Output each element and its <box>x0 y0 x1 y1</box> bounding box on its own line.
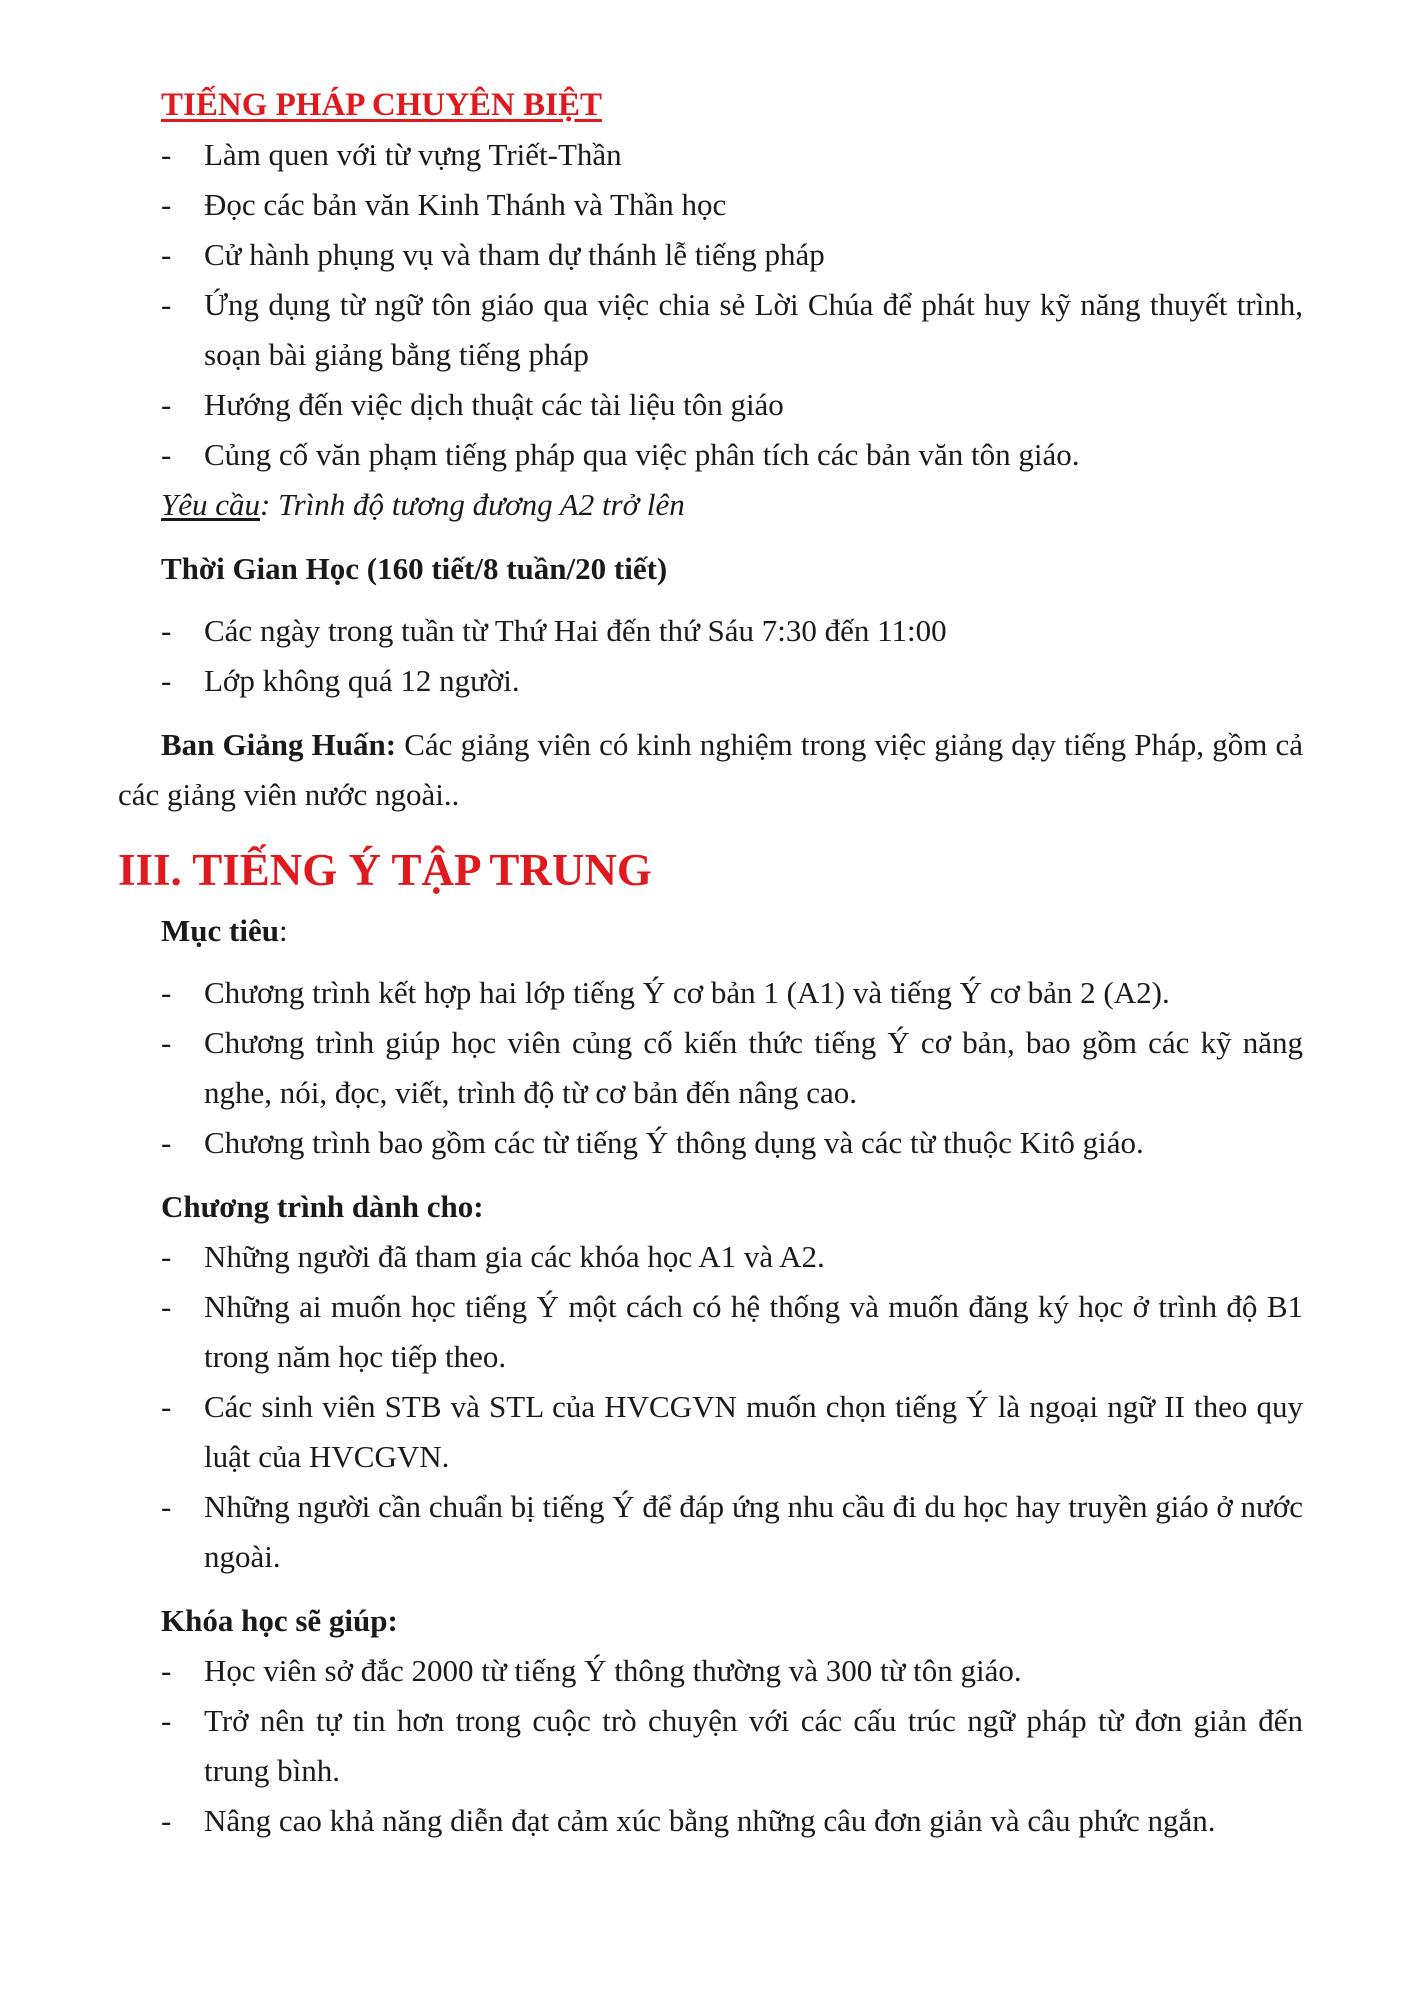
goal-list <box>118 968 1303 1168</box>
goal-label: Mục tiêu <box>161 913 279 948</box>
list-item <box>118 1282 1303 1382</box>
list-item <box>118 280 1303 380</box>
bullet-dash: - <box>161 663 172 698</box>
list-item <box>118 1696 1303 1796</box>
benefit-list <box>118 1646 1303 1846</box>
audience-list <box>118 1232 1303 1582</box>
requirement-text: : Trình độ tương đương A2 trở lên <box>260 487 685 522</box>
bullet-dash: - <box>161 1289 172 1324</box>
teaching-staff-text: Các giảng viên có kinh nghiệm trong việc giảng dạy tiếng Pháp, gồm cả các giảng viên nước ngoài.. <box>118 727 1303 812</box>
italian-section-heading: III. TIẾNG Ý TẬP TRUNG <box>118 845 652 895</box>
list-item-text: Các sinh viên STB và STL của HVCGVN muốn chọn tiếng Ý là ngoại ngữ II theo quy luật của HVCGVN. <box>204 1389 1303 1474</box>
audience-heading: Chương trình dành cho: <box>161 1189 484 1224</box>
bullet-dash: - <box>161 1125 172 1160</box>
list-item-text: Học viên sở đắc 2000 từ tiếng Ý thông thường và 300 từ tôn giáo. <box>204 1653 1022 1688</box>
bullet-dash: - <box>161 975 172 1010</box>
schedule-list <box>118 606 1303 706</box>
list-item <box>118 1646 1303 1696</box>
list-item-text: Những người đã tham gia các khóa học A1 và A2. <box>204 1239 825 1274</box>
list-item <box>118 1018 1303 1118</box>
bullet-dash: - <box>161 387 172 422</box>
bullet-dash: - <box>161 1389 172 1424</box>
list-item-text: Lớp không quá 12 người. <box>204 663 520 698</box>
list-item <box>118 1482 1303 1582</box>
list-item <box>118 1382 1303 1482</box>
list-item <box>118 1796 1303 1846</box>
goal-heading <box>161 906 1303 956</box>
bullet-dash: - <box>161 1025 172 1060</box>
benefit-heading: Khóa học sẽ giúp: <box>161 1603 398 1638</box>
bullet-dash: - <box>161 1653 172 1688</box>
schedule-heading: Thời Gian Học (160 tiết/8 tuần/20 tiết) <box>161 551 668 586</box>
french-section-heading: TIẾNG PHÁP CHUYÊN BIỆT <box>161 87 602 123</box>
list-item <box>118 380 1303 430</box>
list-item <box>118 1232 1303 1282</box>
list-item <box>118 968 1303 1018</box>
list-item <box>118 230 1303 280</box>
bullet-dash: - <box>161 137 172 172</box>
list-item-text: Đọc các bản văn Kinh Thánh và Thần học <box>204 187 727 222</box>
list-item-text: Các ngày trong tuần từ Thứ Hai đến thứ Sáu 7:30 đến 11:00 <box>204 613 947 648</box>
requirement-note <box>161 480 1303 530</box>
list-item-text: Ứng dụng từ ngữ tôn giáo qua việc chia sẻ Lời Chúa để phát huy kỹ năng thuyết trình, soạn bài giảng bằng tiếng pháp <box>204 287 1303 372</box>
list-item-text: Cử hành phụng vụ và tham dự thánh lễ tiếng pháp <box>204 237 825 272</box>
list-item <box>118 656 1303 706</box>
french-goal-list <box>118 130 1303 480</box>
list-item <box>118 606 1303 656</box>
list-item-text: Nâng cao khả năng diễn đạt cảm xúc bằng những câu đơn giản và câu phức ngắn. <box>204 1803 1216 1838</box>
list-item-text: Củng cố văn phạm tiếng pháp qua việc phân tích các bản văn tôn giáo. <box>204 437 1080 472</box>
list-item-text: Hướng đến việc dịch thuật các tài liệu tôn giáo <box>204 387 784 422</box>
teaching-staff-label: Ban Giảng Huấn: <box>161 727 397 762</box>
list-item-text: Những người cần chuẩn bị tiếng Ý để đáp ứng nhu cầu đi du học hay truyền giáo ở nước ngoài. <box>204 1489 1303 1574</box>
bullet-dash: - <box>161 613 172 648</box>
bullet-dash: - <box>161 437 172 472</box>
requirement-label: Yêu cầu <box>161 487 261 522</box>
list-item-text: Làm quen với từ vựng Triết-Thần <box>204 137 622 172</box>
list-item <box>118 1118 1303 1168</box>
list-item-text: Chương trình bao gồm các từ tiếng Ý thông dụng và các từ thuộc Kitô giáo. <box>204 1125 1144 1160</box>
bullet-dash: - <box>161 1239 172 1274</box>
bullet-dash: - <box>161 287 172 322</box>
list-item-text: Chương trình kết hợp hai lớp tiếng Ý cơ bản 1 (A1) và tiếng Ý cơ bản 2 (A2). <box>204 975 1170 1010</box>
list-item <box>118 130 1303 180</box>
bullet-dash: - <box>161 187 172 222</box>
bullet-dash: - <box>161 237 172 272</box>
document-page <box>118 80 1303 1846</box>
list-item <box>118 430 1303 480</box>
list-item-text: Chương trình giúp học viên củng cố kiến thức tiếng Ý cơ bản, bao gồm các kỹ năng nghe, nói, đọc, viết, trình độ từ cơ bản đến nâng cao. <box>204 1025 1303 1110</box>
goal-colon: : <box>278 913 288 948</box>
bullet-dash: - <box>161 1489 172 1524</box>
list-item-text: Trở nên tự tin hơn trong cuộc trò chuyện với các cấu trúc ngữ pháp từ đơn giản đến trung bình. <box>204 1703 1303 1788</box>
bullet-dash: - <box>161 1803 172 1838</box>
list-item-text: Những ai muốn học tiếng Ý một cách có hệ thống và muốn đăng ký học ở trình độ B1 trong năm học tiếp theo. <box>204 1289 1303 1374</box>
list-item <box>118 180 1303 230</box>
bullet-dash: - <box>161 1703 172 1738</box>
teaching-staff-paragraph <box>118 720 1303 820</box>
